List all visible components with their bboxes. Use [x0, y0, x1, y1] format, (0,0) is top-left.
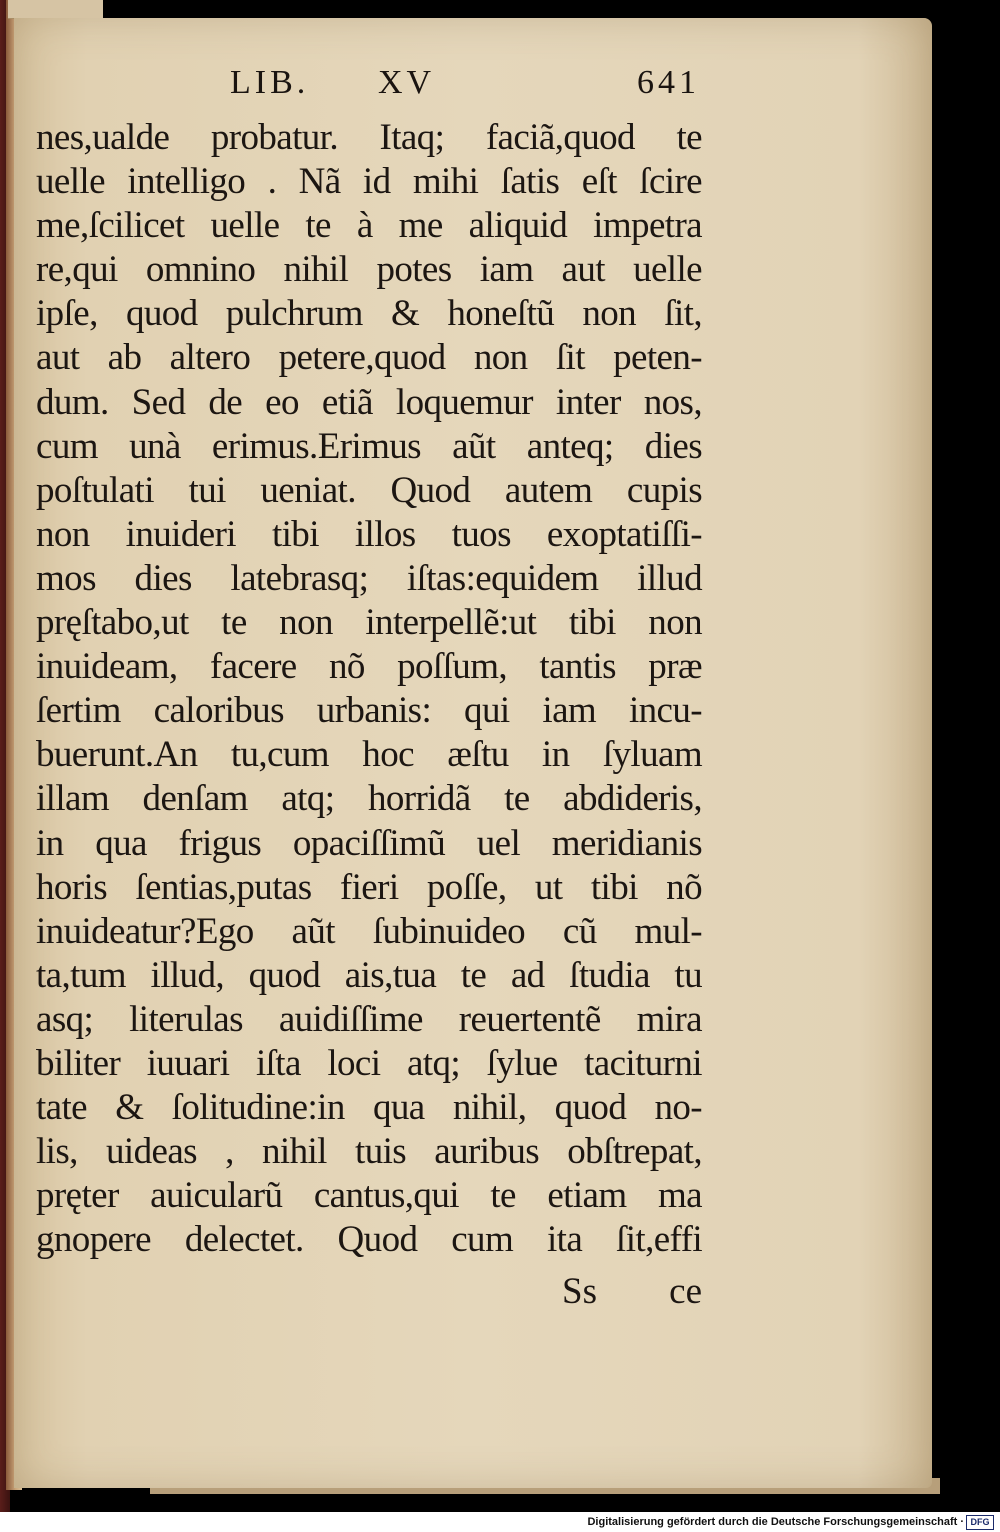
text-line: me,ſcilicet uelle te à me aliquid impetra [36, 205, 702, 247]
signature-mark: Ss [562, 1271, 597, 1312]
body-text [36, 116, 702, 1262]
running-header [230, 64, 700, 104]
text-line: mos dies latebrasq; iſtas:equidem illud [36, 557, 702, 599]
text-line: dum. Sed de eo etiã loquemur inter nos, [36, 381, 702, 423]
dfg-logo: DFG [966, 1515, 994, 1530]
text-line: horis ſentias,putas fieri poſſe, ut tibi nõ [36, 866, 702, 908]
catchword: ce [669, 1271, 702, 1312]
text-line: buerunt.An tu,cum hoc æſtu in ſyluam [36, 734, 702, 776]
text-line: ipſe, quod pulchrum & honeſtũ non ſit, [36, 293, 702, 335]
text-line: illam denſam atq; horridã te abdideris, [36, 778, 702, 820]
text-line: biliter iuuari iſta loci atq; ſylue taciturni [36, 1042, 702, 1084]
underlying-page-top [8, 0, 103, 19]
text-line: in qua frigus opaciſſimũ uel meridianis [36, 822, 702, 864]
text-line: pręter auicularũ cantus,qui te etiam ma [36, 1175, 702, 1217]
header-book-label: LIB. [230, 64, 310, 101]
page-bottom-marks [562, 1270, 702, 1314]
footer-credit: Digitalisierung gefördert durch die Deutsche Forschungsgemeinschaft · [587, 1516, 964, 1528]
text-line: nes,ualde probatur. Itaq; faciã,quod te [36, 117, 702, 158]
page-number: 641 [637, 64, 700, 101]
text-line: uelle intelligo . Nã id mihi ſatis eſt ſcire [36, 161, 702, 203]
text-line: inuideatur?Ego aũt ſubinuideo cũ mul- [36, 910, 702, 952]
text-line: cum unà erimus.Erimus aũt anteq; dies [36, 425, 702, 467]
text-line: poſtulati tui ueniat. Quod autem cupis [36, 469, 702, 511]
text-line: gnopere delectet. Quod cum ita ſit,effi [36, 1219, 702, 1261]
header-book-number: XV [378, 64, 436, 101]
text-line: re,qui omnino nihil potes iam aut uelle [36, 249, 702, 291]
text-line: inuideam, facere nõ poſſum, tantis præ [36, 646, 702, 688]
text-line: aut ab altero petere,quod non ſit peten- [36, 337, 702, 379]
text-line: non inuideri tibi illos tuos exoptatiſſi- [36, 513, 702, 555]
text-line: ſertim caloribus urbanis: qui iam incu- [36, 690, 702, 732]
text-line: asq; literulas auidiſſime reuertentẽ mira [36, 998, 702, 1040]
text-line: tate & ſolitudine:in qua nihil, quod no- [36, 1087, 702, 1129]
text-line: lis, uideas , nihil tuis auribus obſtrepat, [36, 1131, 702, 1173]
digitization-footer [0, 1512, 1000, 1532]
text-line: pręſtabo,ut te non interpellẽ:ut tibi non [36, 602, 702, 644]
text-line: ta,tum illud, quod ais,tua te ad ſtudia tu [36, 954, 702, 996]
